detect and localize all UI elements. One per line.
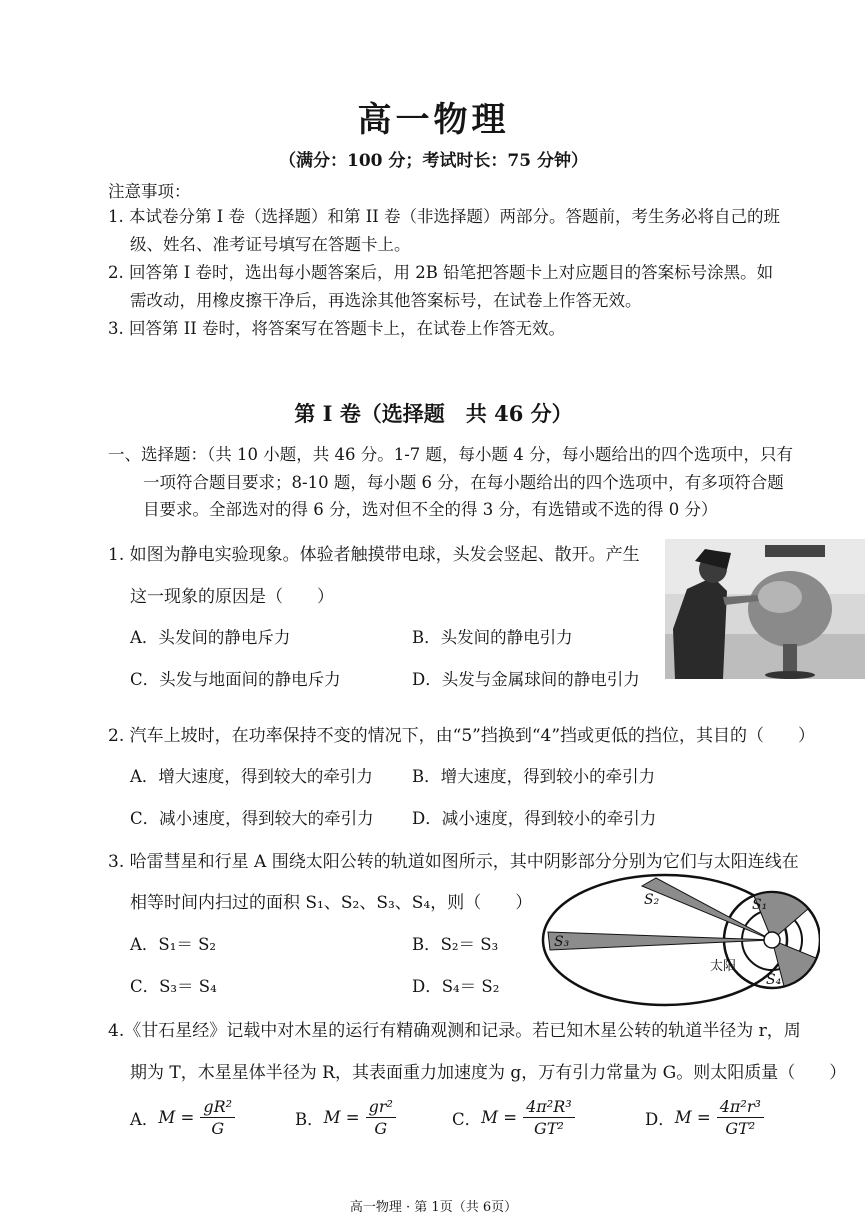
fraction-numerator: gr² <box>366 1097 396 1118</box>
question-1-option-a: A．头发间的静电斥力 <box>130 628 291 647</box>
question-2-option-a: A．增大速度，得到较大的牵引力 <box>130 767 373 786</box>
fraction-denominator: GT² <box>533 1119 564 1138</box>
question-3-option-a: A．S₁＝ S₂ <box>130 935 216 954</box>
section-instruction: 一、选择题：（共 10 小题，共 46 分。1-7 题，每小题 4 分，每小题给出的四个选项中，只有 <box>108 445 794 464</box>
question-2-option-d: D．减小速度，得到较小的牵引力 <box>412 809 657 828</box>
question-2-option-c: C．减小速度，得到较大的牵引力 <box>130 809 374 828</box>
page-title: 高一物理 <box>357 100 510 140</box>
question-3-stem: 相等时间内扫过的面积 S₁、S₂、S₃、S₄，则（ ） <box>130 893 533 913</box>
question-3-option-c: C．S₃＝ S₄ <box>130 977 217 996</box>
exam-info: （满分：100 分；考试时长：75 分钟） <box>279 151 588 171</box>
notice-line: 3. 回答第 II 卷时，将答案写在答题卡上，在试卷上作答无效。 <box>108 319 566 338</box>
question-4-stem: 期为 T，木星星体半径为 R，其表面重力加速度为 g，万有引力常量为 G。则太阳质量（ ） <box>130 1063 847 1083</box>
section-instruction: 目要求。全部选对的得 6 分，选对但不全的得 3 分，有选错或不选的得 0 分） <box>143 500 718 519</box>
formula-lhs: M = <box>158 1108 195 1127</box>
label-s1: S₁ <box>752 897 768 913</box>
question-4-option-d <box>645 1097 764 1138</box>
question-2-stem: 2. 汽车上坡时，在功率保持不变的情况下，由“5”挡换到“4”挡或更低的挡位，其目的（ ） <box>108 726 816 746</box>
question-3-option-d: D．S₄＝ S₂ <box>412 977 500 996</box>
option-letter: B． <box>295 1109 324 1129</box>
electrostatic-experiment-photo <box>665 539 865 679</box>
notice-line: 1. 本试卷分第 I 卷（选择题）和第 II 卷（非选择题）两部分。答题前，考生务必将自己的班 <box>108 207 781 226</box>
option-letter: A． <box>130 1109 159 1129</box>
label-s4: S₄ <box>766 972 782 988</box>
formula-lhs: M = <box>323 1108 360 1127</box>
fraction-denominator: G <box>211 1119 225 1138</box>
fraction-denominator: GT² <box>725 1119 756 1138</box>
question-1-option-d: D．头发与金属球间的静电引力 <box>412 670 640 689</box>
formula-fraction <box>366 1097 396 1138</box>
question-1-stem: 1. 如图为静电实验现象。体验者触摸带电球，头发会竖起、散开。产生 <box>108 545 640 565</box>
formula-fraction <box>200 1097 235 1138</box>
fraction-denominator: G <box>374 1119 388 1138</box>
formula-lhs: M = <box>481 1108 518 1127</box>
notice-line: 级、姓名、准考证号填写在答题卡上。 <box>130 235 411 254</box>
fraction-numerator: 4π²r³ <box>717 1097 764 1118</box>
question-1-option-c: C．头发与地面间的静电斥力 <box>130 670 341 689</box>
section-instruction: 一项符合题目要求；8-10 题，每小题 6 分，在每小题给出的四个选项中，有多项符合题 <box>143 473 784 492</box>
question-3-option-b: B．S₂＝ S₃ <box>412 935 499 954</box>
notice-heading: 注意事项： <box>108 182 191 201</box>
question-1-stem: 这一现象的原因是（ ） <box>130 587 334 607</box>
page-footer: 高一物理 · 第 1页（共 6页） <box>349 1200 518 1215</box>
notice-line: 需改动，用橡皮擦干净后，再选涂其他答案标号，在试卷上作答无效。 <box>130 291 642 310</box>
section-title: 第 I 卷（选择题 共 46 分） <box>294 401 573 426</box>
question-3-stem: 3. 哈雷彗星和行星 A 围绕太阳公转的轨道如图所示，其中阴影部分分别为它们与太阳连线在 <box>108 852 799 872</box>
label-s3: S₃ <box>554 934 570 950</box>
question-2-option-b: B．增大速度，得到较小的牵引力 <box>412 767 656 786</box>
option-letter: C． <box>452 1109 482 1129</box>
question-4-stem: 4.《甘石星经》记载中对木星的运行有精确观测和记录。若已知木星公转的轨道半径为 r，周 <box>108 1021 801 1041</box>
question-4-option-b <box>295 1097 396 1138</box>
question-4-option-c <box>452 1097 575 1138</box>
formula-lhs: M = <box>674 1108 711 1127</box>
question-1-option-b: B．头发间的静电引力 <box>412 628 573 647</box>
fraction-numerator: gR² <box>200 1097 235 1118</box>
orbit-diagram <box>540 870 820 1010</box>
formula-fraction <box>523 1097 575 1138</box>
question-4-option-a <box>130 1097 235 1138</box>
notice-line: 2. 回答第 I 卷时，选出每小题答案后，用 2B 铅笔把答题卡上对应题目的答案标号涂黑。如 <box>108 263 774 282</box>
option-letter: D． <box>645 1109 675 1129</box>
formula-fraction <box>717 1097 764 1138</box>
label-sun: 太阳 <box>710 959 737 974</box>
label-s2: S₂ <box>644 892 660 908</box>
fraction-numerator: 4π²R³ <box>523 1097 575 1118</box>
